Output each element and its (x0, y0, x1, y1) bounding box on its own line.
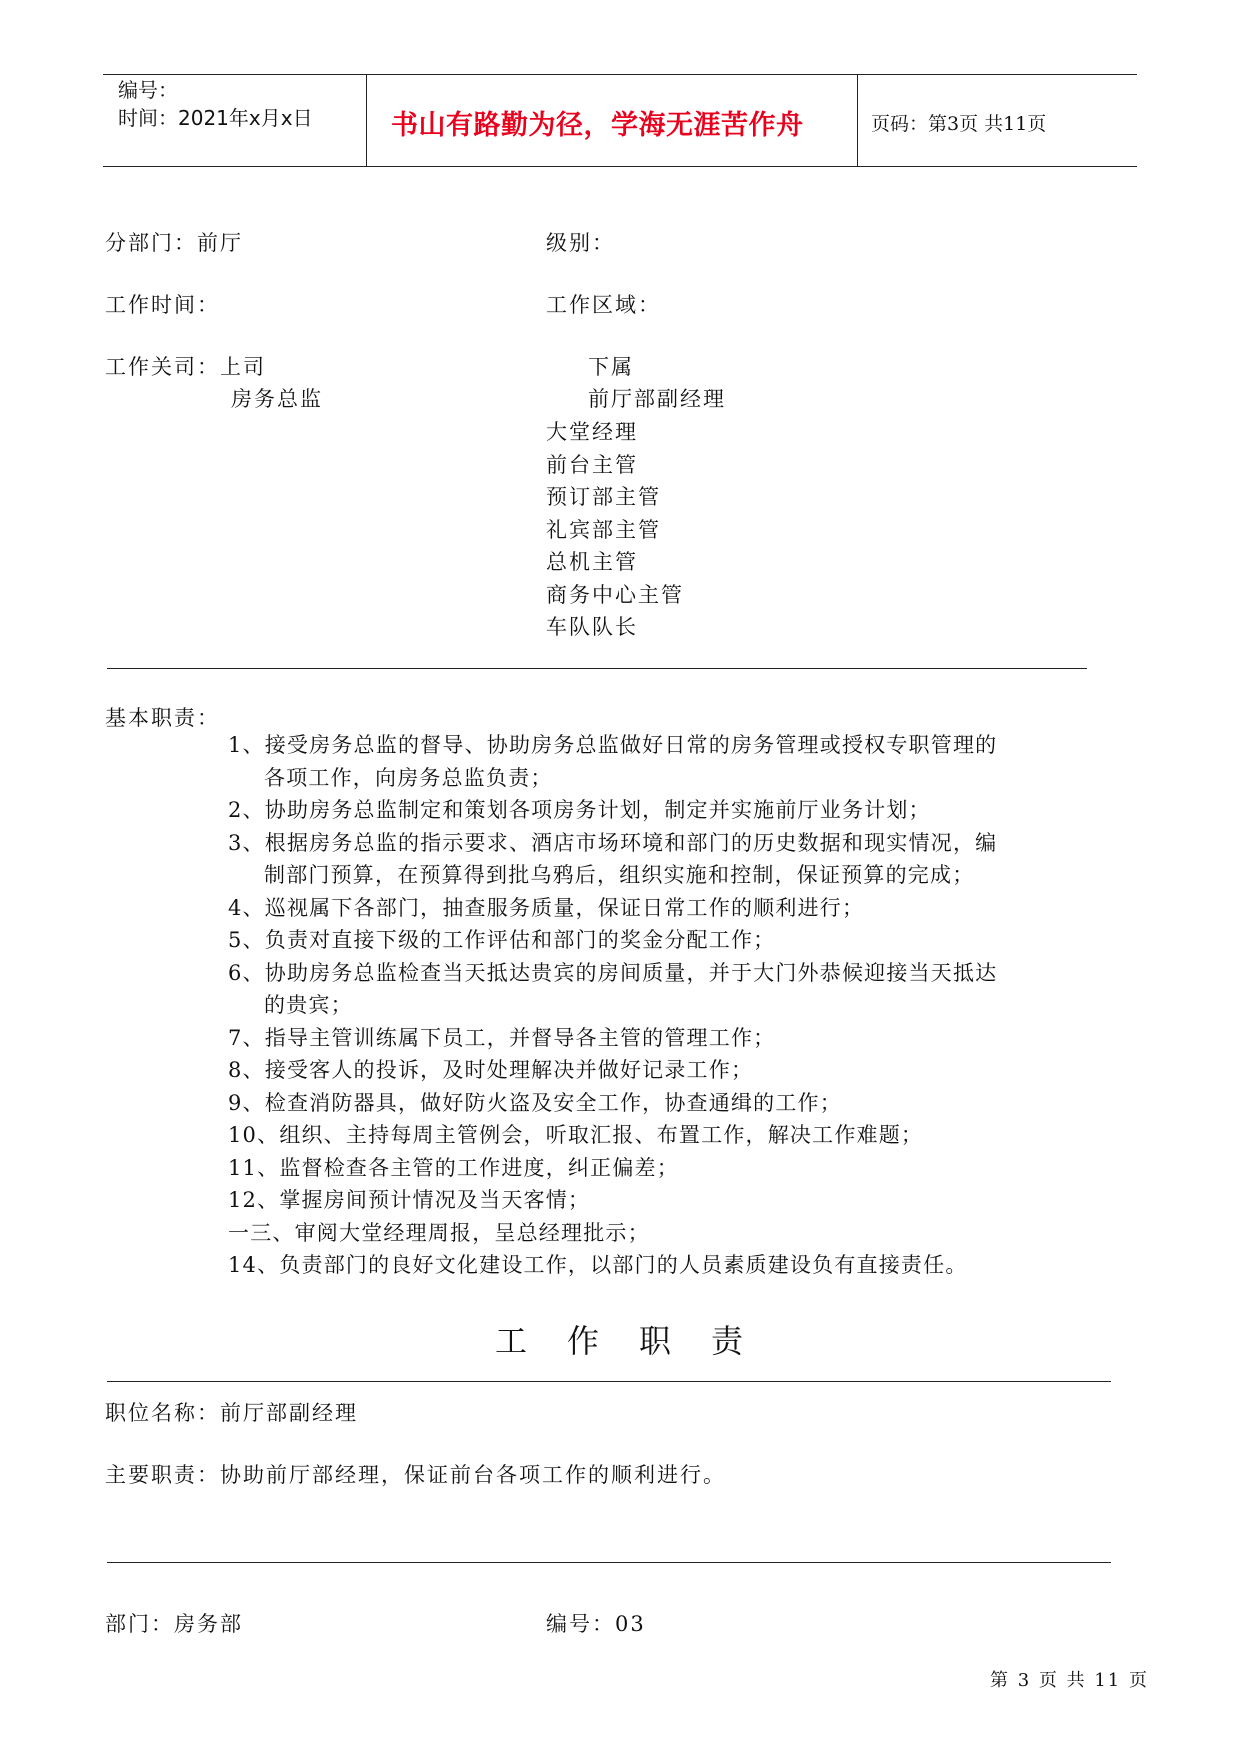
header-page-info: 页码：第3页 共11页 (871, 113, 1047, 135)
duty-item: 12、掌握房间预计情况及当天客情； (228, 1188, 591, 1212)
duty-item: 5、负责对直接下级的工作评估和部门的奖金分配工作； (228, 928, 776, 952)
header-number-label: 编号： (118, 78, 178, 102)
job-section-title: 工作职责 (495, 1322, 784, 1360)
subordinate-item: 车队队长 (546, 615, 638, 639)
duty-item: 6、协助房务总监检查当天抵达贵宾的房间质量，并于大门外恭候迎接当天抵达 的贵宾； (228, 960, 998, 1017)
level-field: 级别： (546, 231, 615, 255)
duty-list (228, 729, 997, 1282)
work-area-field: 工作区域： (546, 293, 661, 317)
duty-item: 11、监督检查各主管的工作进度，纠正偏差； (228, 1155, 679, 1180)
duty-item: 2、协助房务总监制定和策划各项房务计划，制定并实施前厅业务计划； (228, 798, 931, 822)
section-divider (107, 668, 1087, 669)
page-footer: 第 3 页 共 11 页 (990, 1670, 1149, 1691)
header-motto: 书山有路勤为径，学海无涯苦作舟 (391, 110, 804, 141)
job-section-bottom-rule (107, 1562, 1111, 1563)
subordinate-item: 预订部主管 (546, 485, 661, 509)
duty-item: 7、指导主管训练属下员工，并督导各主管的管理工作； (228, 1025, 776, 1050)
main-duty-field: 主要职责：协助前厅部经理，保证前台各项工作的顺利进行。 (105, 1463, 726, 1487)
subordinate-item: 前厅部副经理 (588, 387, 726, 411)
job-section-top-rule (107, 1381, 1111, 1382)
duty-item: 10、组织、主持每周主管例会，听取汇报、布置工作，解决工作难题； (228, 1123, 924, 1147)
subordinate-item: 前台主管 (546, 453, 638, 477)
subordinate-item: 大堂经理 (546, 420, 638, 444)
duty-item: 4、巡视属下各部门，抽查服务质量，保证日常工作的顺利进行； (228, 895, 865, 920)
department-field: 分部门：前厅 (105, 231, 243, 255)
job-number-field: 编号：03 (546, 1612, 646, 1636)
header-top-rule (103, 74, 1137, 75)
header-divider-right (857, 74, 858, 166)
duty-item: 8、接受客人的投诉，及时处理解决并做好记录工作； (228, 1058, 754, 1082)
duty-item: 14、负责部门的良好文化建设工作，以部门的人员素质建设负有直接责任。 (228, 1253, 968, 1277)
subordinate-item: 商务中心主管 (546, 583, 684, 607)
subordinate-item: 礼宾部主管 (546, 518, 661, 542)
relation-label: 工作关司：上司 (105, 355, 266, 379)
header-bottom-rule (103, 166, 1137, 167)
subordinate-item: 总机主管 (546, 550, 638, 574)
work-time-field: 工作时间： (105, 293, 220, 317)
position-field: 职位名称：前厅部副经理 (105, 1401, 358, 1425)
duty-item: 3、根据房务总监的指示要求、酒店市场环境和部门的历史数据和现实情况，编 制部门预算，在预算得到批乌鸦后，组织实施和控制，保证预算的完成； (228, 830, 998, 887)
superior-name: 房务总监 (231, 387, 323, 411)
header-divider-left (366, 74, 367, 166)
duty-item: 9、检查消防器具，做好防火盗及安全工作，协查通缉的工作； (228, 1090, 842, 1115)
job-department-field: 部门：房务部 (105, 1612, 243, 1636)
header-time-label: 时间：2021年x月x日 (118, 106, 313, 130)
duty-item: 一三、审阅大堂经理周报，呈总经理批示； (228, 1220, 650, 1245)
basic-duties-label: 基本职责： (105, 706, 220, 730)
subordinate-label: 下属 (588, 355, 634, 379)
duty-item: 1、接受房务总监的督导、协助房务总监做好日常的房务管理或授权专职管理的 各项工作，向房务总监负责； (228, 733, 998, 790)
